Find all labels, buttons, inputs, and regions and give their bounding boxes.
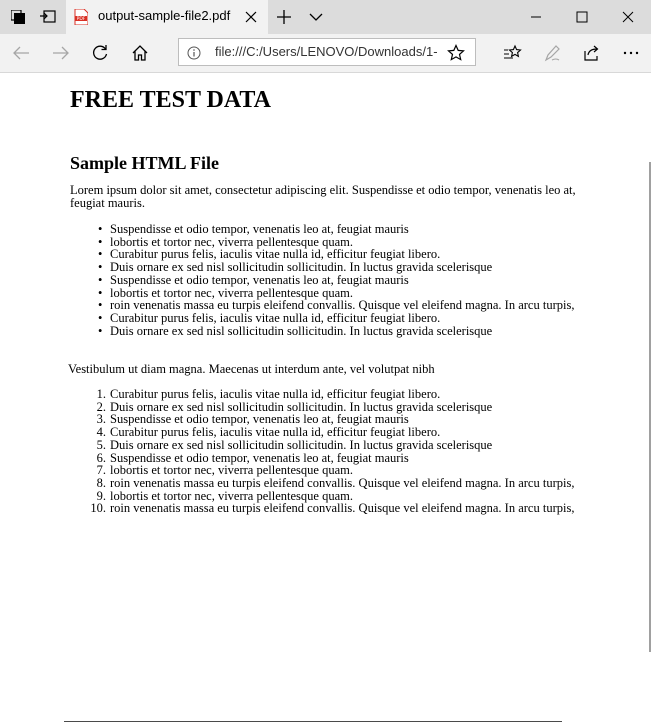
list-item-text: Curabitur purus felis, iaculis vitae nulla id, efficitur feugiat libero. [110, 425, 441, 440]
mid-paragraph: Vestibulum ut diam magna. Maecenas ut interdum ante, vel volutpat nibh [68, 362, 435, 376]
list-number: 3. [96, 412, 106, 427]
list-item-text: Duis ornare ex sed nisl sollicitudin sollicitudin. In luctus gravida scelerisque [110, 437, 493, 452]
list-item-text: lobortis et tortor nec, viverra pellentesque quam. [110, 234, 353, 249]
bullet-icon: • [98, 298, 103, 313]
chevron-down-icon[interactable] [308, 9, 324, 25]
list-item-text: Curabitur purus felis, iaculis vitae nulla id, efficitur feugiat libero. [110, 387, 441, 401]
more-icon[interactable] [621, 43, 641, 63]
home-icon[interactable] [130, 43, 150, 63]
list-item-text: Suspendisse et odio tempor, venenatis leo at, feugiat mauris [110, 272, 409, 287]
list-item-text: Duis ornare ex sed nisl sollicitudin sollicitudin. In luctus gravida scelerisque [110, 260, 493, 275]
page-bottom-edge [64, 721, 562, 722]
bullet-icon: • [98, 260, 103, 275]
browser-toolbar [0, 34, 651, 73]
pdf-viewer[interactable] [0, 73, 651, 728]
list-item [90, 501, 610, 516]
bullet-icon: • [98, 247, 103, 262]
favorites-icon[interactable] [503, 43, 523, 63]
list-item-text: lobortis et tortor nec, viverra pellentesque quam. [110, 488, 353, 503]
list-item-text: roin venenatis massa eu turpis eleifend convallis. Quisque vel eleifend magna. In arcu turpis, [110, 501, 575, 516]
document-subheading: Sample HTML File [70, 153, 220, 173]
close-window-icon[interactable] [605, 0, 651, 34]
list-number: 7. [96, 463, 106, 478]
list-item-text: roin venenatis massa eu turpis eleifend convallis. Quisque vel eleifend magna. In arcu turpis, [110, 298, 575, 313]
plus-icon[interactable] [276, 9, 292, 25]
list-number: 6. [96, 450, 106, 465]
bullet-icon: • [98, 234, 103, 249]
pdf-favicon-icon [74, 9, 88, 25]
list-item-text: Curabitur purus felis, iaculis vitae nulla id, efficitur feugiat libero. [110, 310, 441, 325]
list-item-text: Suspendisse et odio tempor, venenatis leo at, feugiat mauris [110, 412, 409, 427]
browser-tab[interactable] [66, 0, 268, 34]
list-number: 5. [96, 437, 106, 452]
pen-icon[interactable] [542, 43, 562, 63]
list-item-text: lobortis et tortor nec, viverra pellentesque quam. [110, 285, 353, 300]
tab-actions-icon[interactable] [10, 9, 26, 25]
maximize-icon[interactable] [559, 0, 605, 34]
bullet-icon: • [98, 285, 103, 300]
close-icon[interactable] [243, 9, 259, 25]
list-number: 1. [96, 387, 106, 401]
list-number: 9. [96, 488, 106, 503]
document-heading: FREE TEST DATA [70, 87, 271, 113]
star-icon[interactable] [447, 44, 465, 62]
list-item-text: Suspendisse et odio tempor, venenatis leo at, feugiat mauris [110, 450, 409, 465]
minimize-icon[interactable] [513, 0, 559, 34]
bullet-icon: • [98, 310, 103, 325]
bullet-icon: • [98, 272, 103, 287]
bullet-list [98, 222, 610, 338]
intro-paragraph: Lorem ipsum dolor sit amet, consectetur adipiscing elit. Suspendisse et odio tempor, venenatis leo at, feugiat mauris. [70, 183, 576, 210]
list-number: 8. [96, 475, 106, 490]
refresh-icon[interactable] [90, 43, 110, 63]
address-bar[interactable] [178, 38, 476, 66]
list-item-text: Duis ornare ex sed nisl sollicitudin sollicitudin. In luctus gravida scelerisque [110, 399, 493, 414]
list-item-text: Duis ornare ex sed nisl sollicitudin sollicitudin. In luctus gravida scelerisque [110, 323, 493, 338]
tab-title: output-sample-file2.pdf [98, 8, 231, 23]
ordered-list [90, 387, 610, 516]
share-icon[interactable] [582, 43, 602, 63]
back-arrow-icon[interactable] [11, 43, 31, 63]
list-item-text: Curabitur purus felis, iaculis vitae nulla id, efficitur feugiat libero. [110, 247, 441, 262]
forward-arrow-icon[interactable] [51, 43, 71, 63]
info-icon[interactable] [187, 45, 201, 59]
list-number: 2. [96, 399, 106, 414]
address-text[interactable]: file:///C:/Users/LENOVO/Downloads/1- [215, 44, 438, 59]
list-item-text: roin venenatis massa eu turpis eleifend convallis. Quisque vel eleifend magna. In arcu turpis, [110, 475, 575, 490]
svg-text:PDF: PDF [76, 17, 86, 23]
bullet-icon: • [98, 222, 103, 236]
tabs-aside-icon[interactable] [40, 9, 56, 25]
bullet-icon: • [98, 323, 103, 338]
list-number: 4. [96, 425, 106, 440]
list-item-text: Suspendisse et odio tempor, venenatis leo at, feugiat mauris [110, 222, 409, 236]
list-item-text: lobortis et tortor nec, viverra pellentesque quam. [110, 463, 353, 478]
list-number: 10. [90, 501, 106, 516]
list-item [98, 323, 610, 338]
title-bar [0, 0, 651, 34]
